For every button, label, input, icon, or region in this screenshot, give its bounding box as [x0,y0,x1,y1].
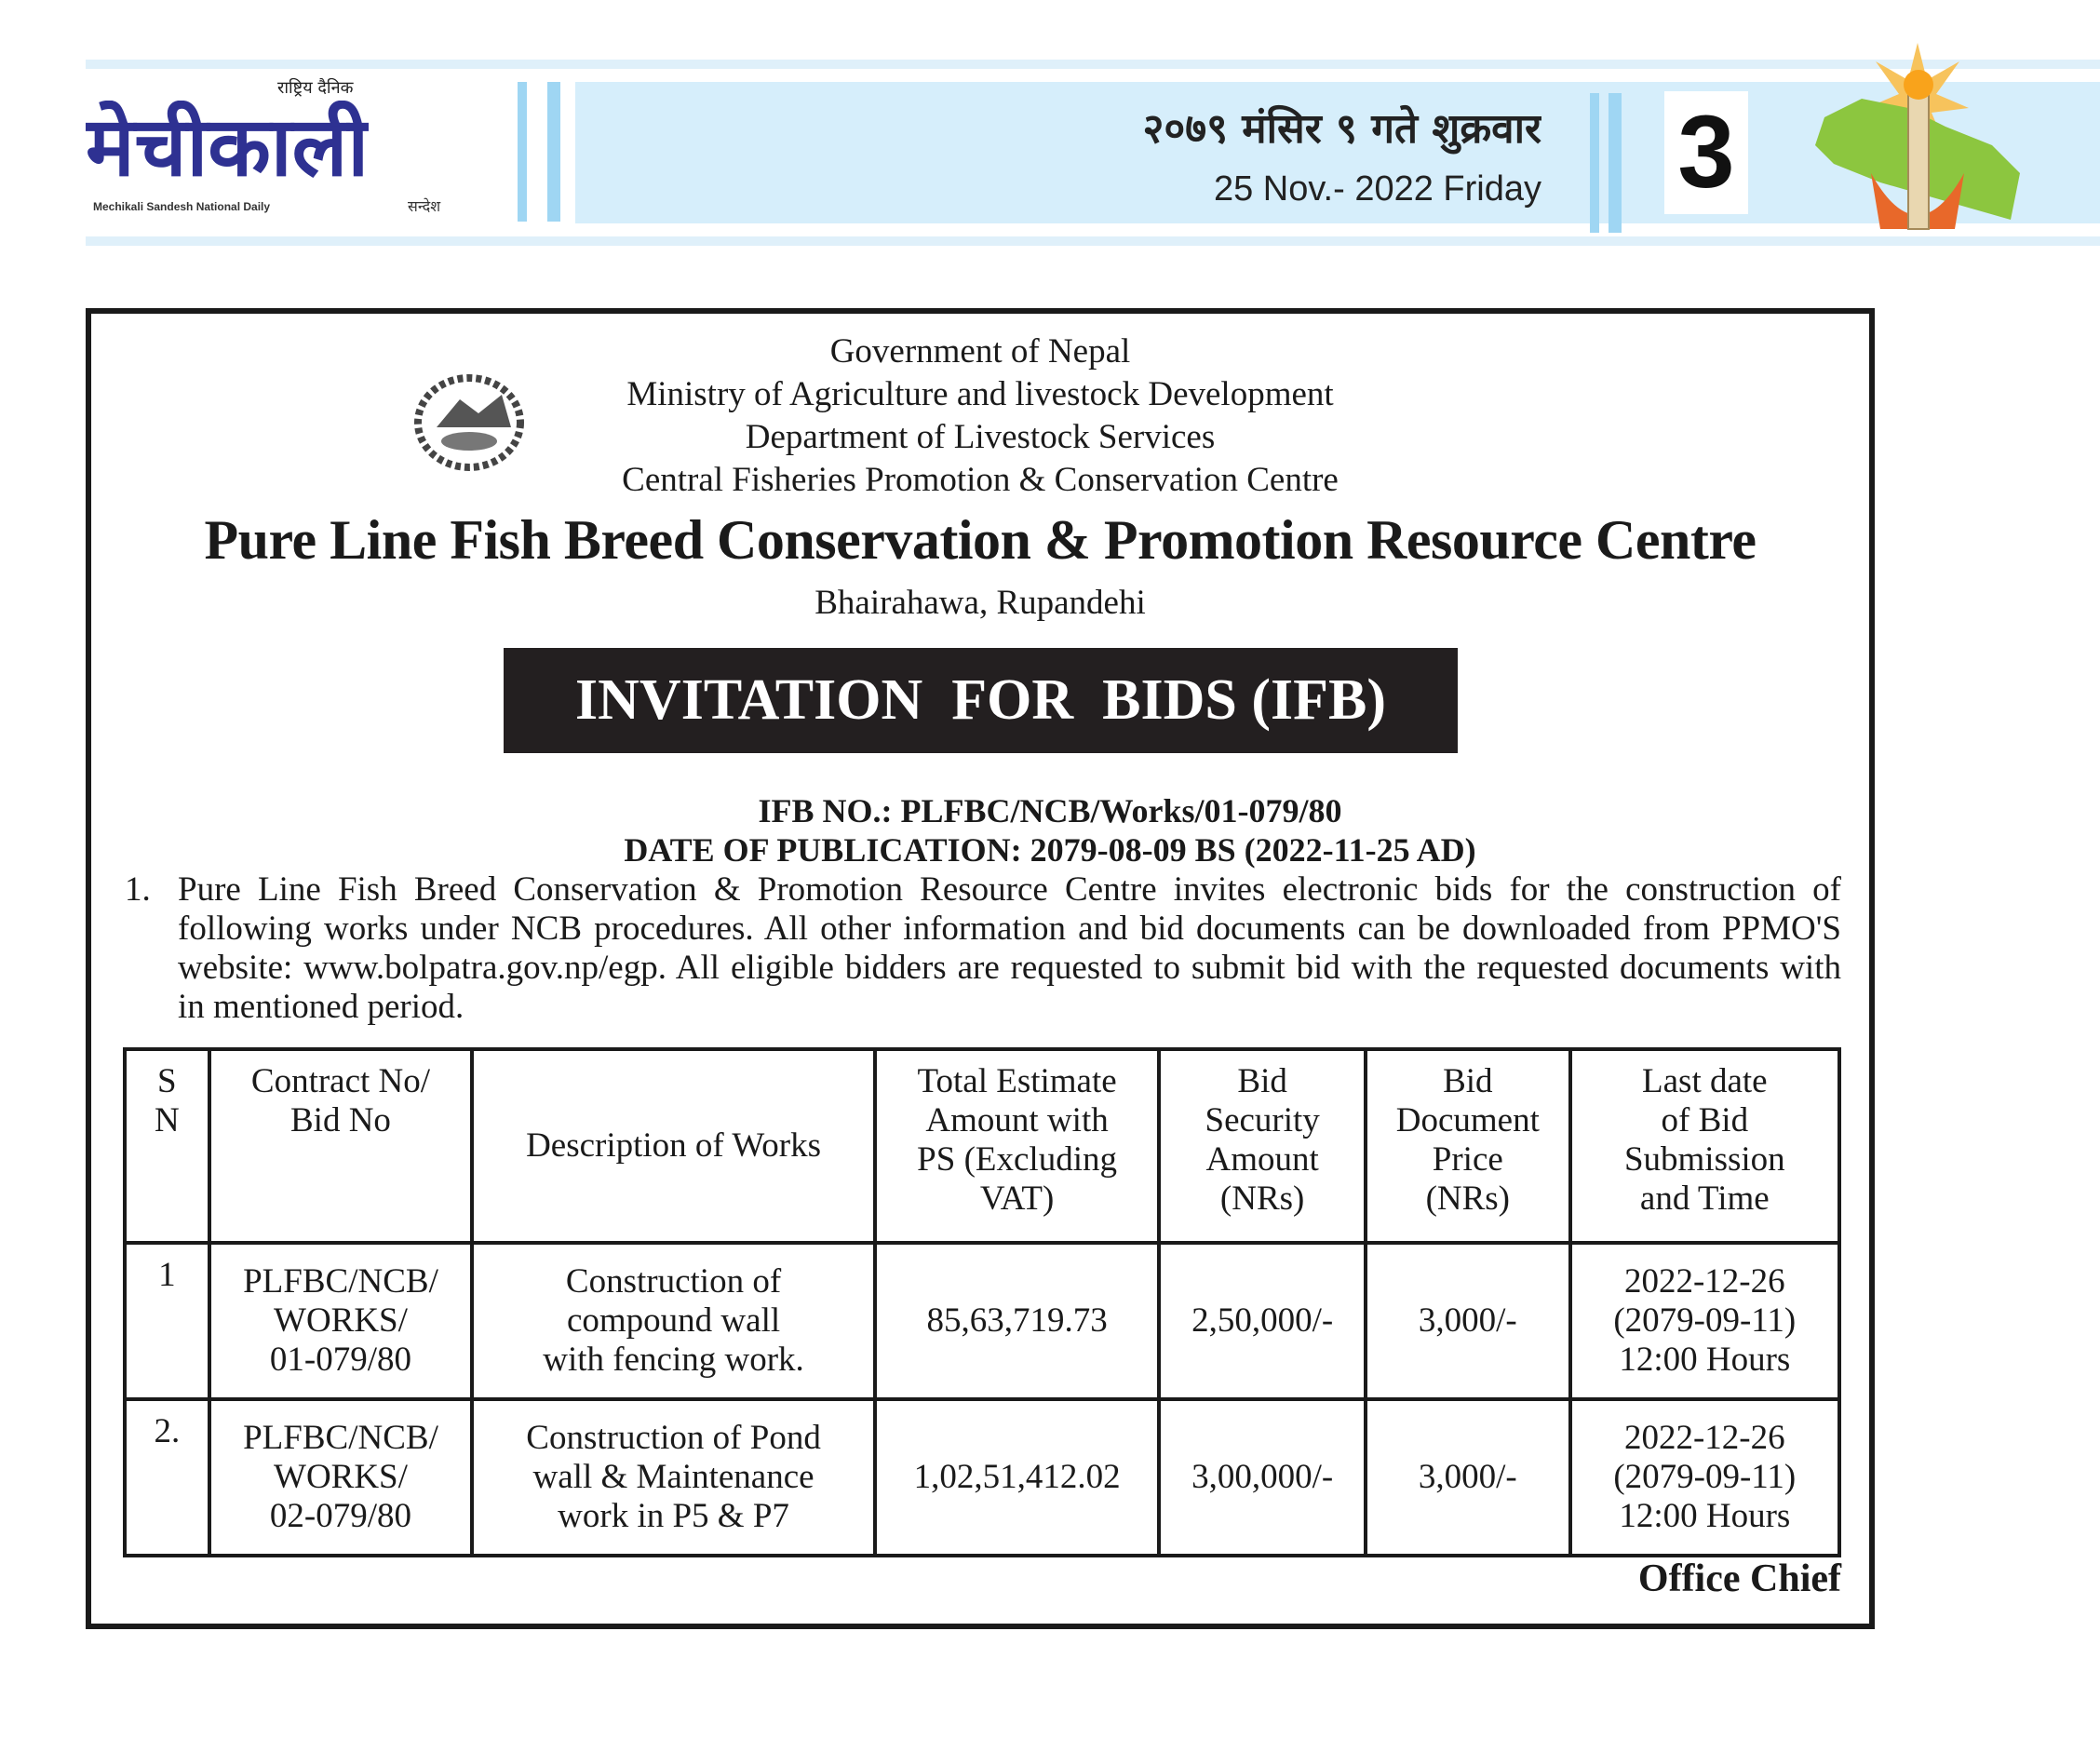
header-line: Ministry of Agriculture and livestock Development [626,375,1334,413]
date-english: 25 Nov.- 2022 Friday [1213,169,1541,209]
column-header: S N [125,1049,209,1243]
table-cell: PLFBC/NCB/ WORKS/ 02-079/80 [209,1399,473,1556]
header-line: Government of Nepal [829,332,1131,371]
header-line: Department of Livestock Services [745,418,1216,456]
bid-table [123,1047,1841,1557]
table-header-row [125,1049,1839,1243]
table-cell: 85,63,719.73 [875,1243,1160,1399]
publication-date: DATE OF PUBLICATION: 2079-08-09 BS (2022-11-25 AD) [624,831,1476,869]
office-title: Pure Line Fish Breed Conservation & Promotion Resource Centre [204,509,1757,571]
nepal-map-torch-icon [1806,43,2029,238]
page-number: 3 [1664,91,1748,214]
table-row [125,1243,1839,1399]
divider [547,82,560,222]
table-cell: 2022-12-26 (2079-09-11) 12:00 Hours [1570,1243,1839,1399]
column-header: Last date of Bid Submission and Time [1570,1049,1839,1243]
logo-tagline: राष्ट्रिय दैनिक [277,78,354,98]
table-cell: 2. [125,1399,209,1556]
divider [1590,93,1599,233]
table-cell: 3,000/- [1366,1243,1570,1399]
divider [1609,93,1622,233]
signature: Office Chief [1637,1557,1841,1600]
column-header: Bid Security Amount (NRs) [1159,1049,1366,1243]
notice-paragraph: Pure Line Fish Breed Conservation & Promotion Resource Centre invites electronic bids for the construction of following works under NCB procedures. All other information and bid documents can be downloaded from PPMO'S website: www.bolpatra.gov.np/egp. All eligible bidders are requested to submit bid with the requested documents with in mentioned period. [178,870,1841,1026]
office-location: Bhairahawa, Rupandehi [814,584,1146,622]
logo-sub: सन्देश [408,197,441,215]
newspaper-logo [86,78,477,218]
column-header: Total Estimate Amount with PS (Excluding VAT) [875,1049,1160,1243]
table-cell: 3,000/- [1366,1399,1570,1556]
header-line: Central Fisheries Promotion & Conservation Centre [622,461,1339,499]
date-nepali: २०७९ मंसिर ९ गते शुक्रवार [1142,105,1541,153]
column-header: Bid Document Price (NRs) [1366,1049,1570,1243]
divider [518,82,527,222]
table-cell: 2022-12-26 (2079-09-11) 12:00 Hours [1570,1399,1839,1556]
column-header: Description of Works [472,1049,875,1243]
table-cell: Construction of compound wall with fencing work. [472,1243,875,1399]
masthead-band-bottom [86,236,2100,246]
table-cell: 3,00,000/- [1159,1399,1366,1556]
ifb-number: IFB NO.: PLFBC/NCB/Works/01-079/80 [758,792,1342,829]
table-cell: 1,02,51,412.02 [875,1399,1160,1556]
table-cell: 2,50,000/- [1159,1243,1366,1399]
table-row [125,1399,1839,1556]
table-cell: 1 [125,1243,209,1399]
table-cell: Construction of Pond wall & Maintenance work in P5 & P7 [472,1399,875,1556]
logo-text: मेचीकाली [86,101,370,194]
ifb-banner: INVITATION FOR BIDS (IFB) [504,648,1458,753]
table-cell: PLFBC/NCB/ WORKS/ 01-079/80 [209,1243,473,1399]
logo-english: Mechikali Sandesh National Daily [93,200,271,213]
paragraph-number: 1. [125,870,151,909]
masthead-band-top [86,60,2100,69]
column-header: Contract No/ Bid No [209,1049,473,1243]
